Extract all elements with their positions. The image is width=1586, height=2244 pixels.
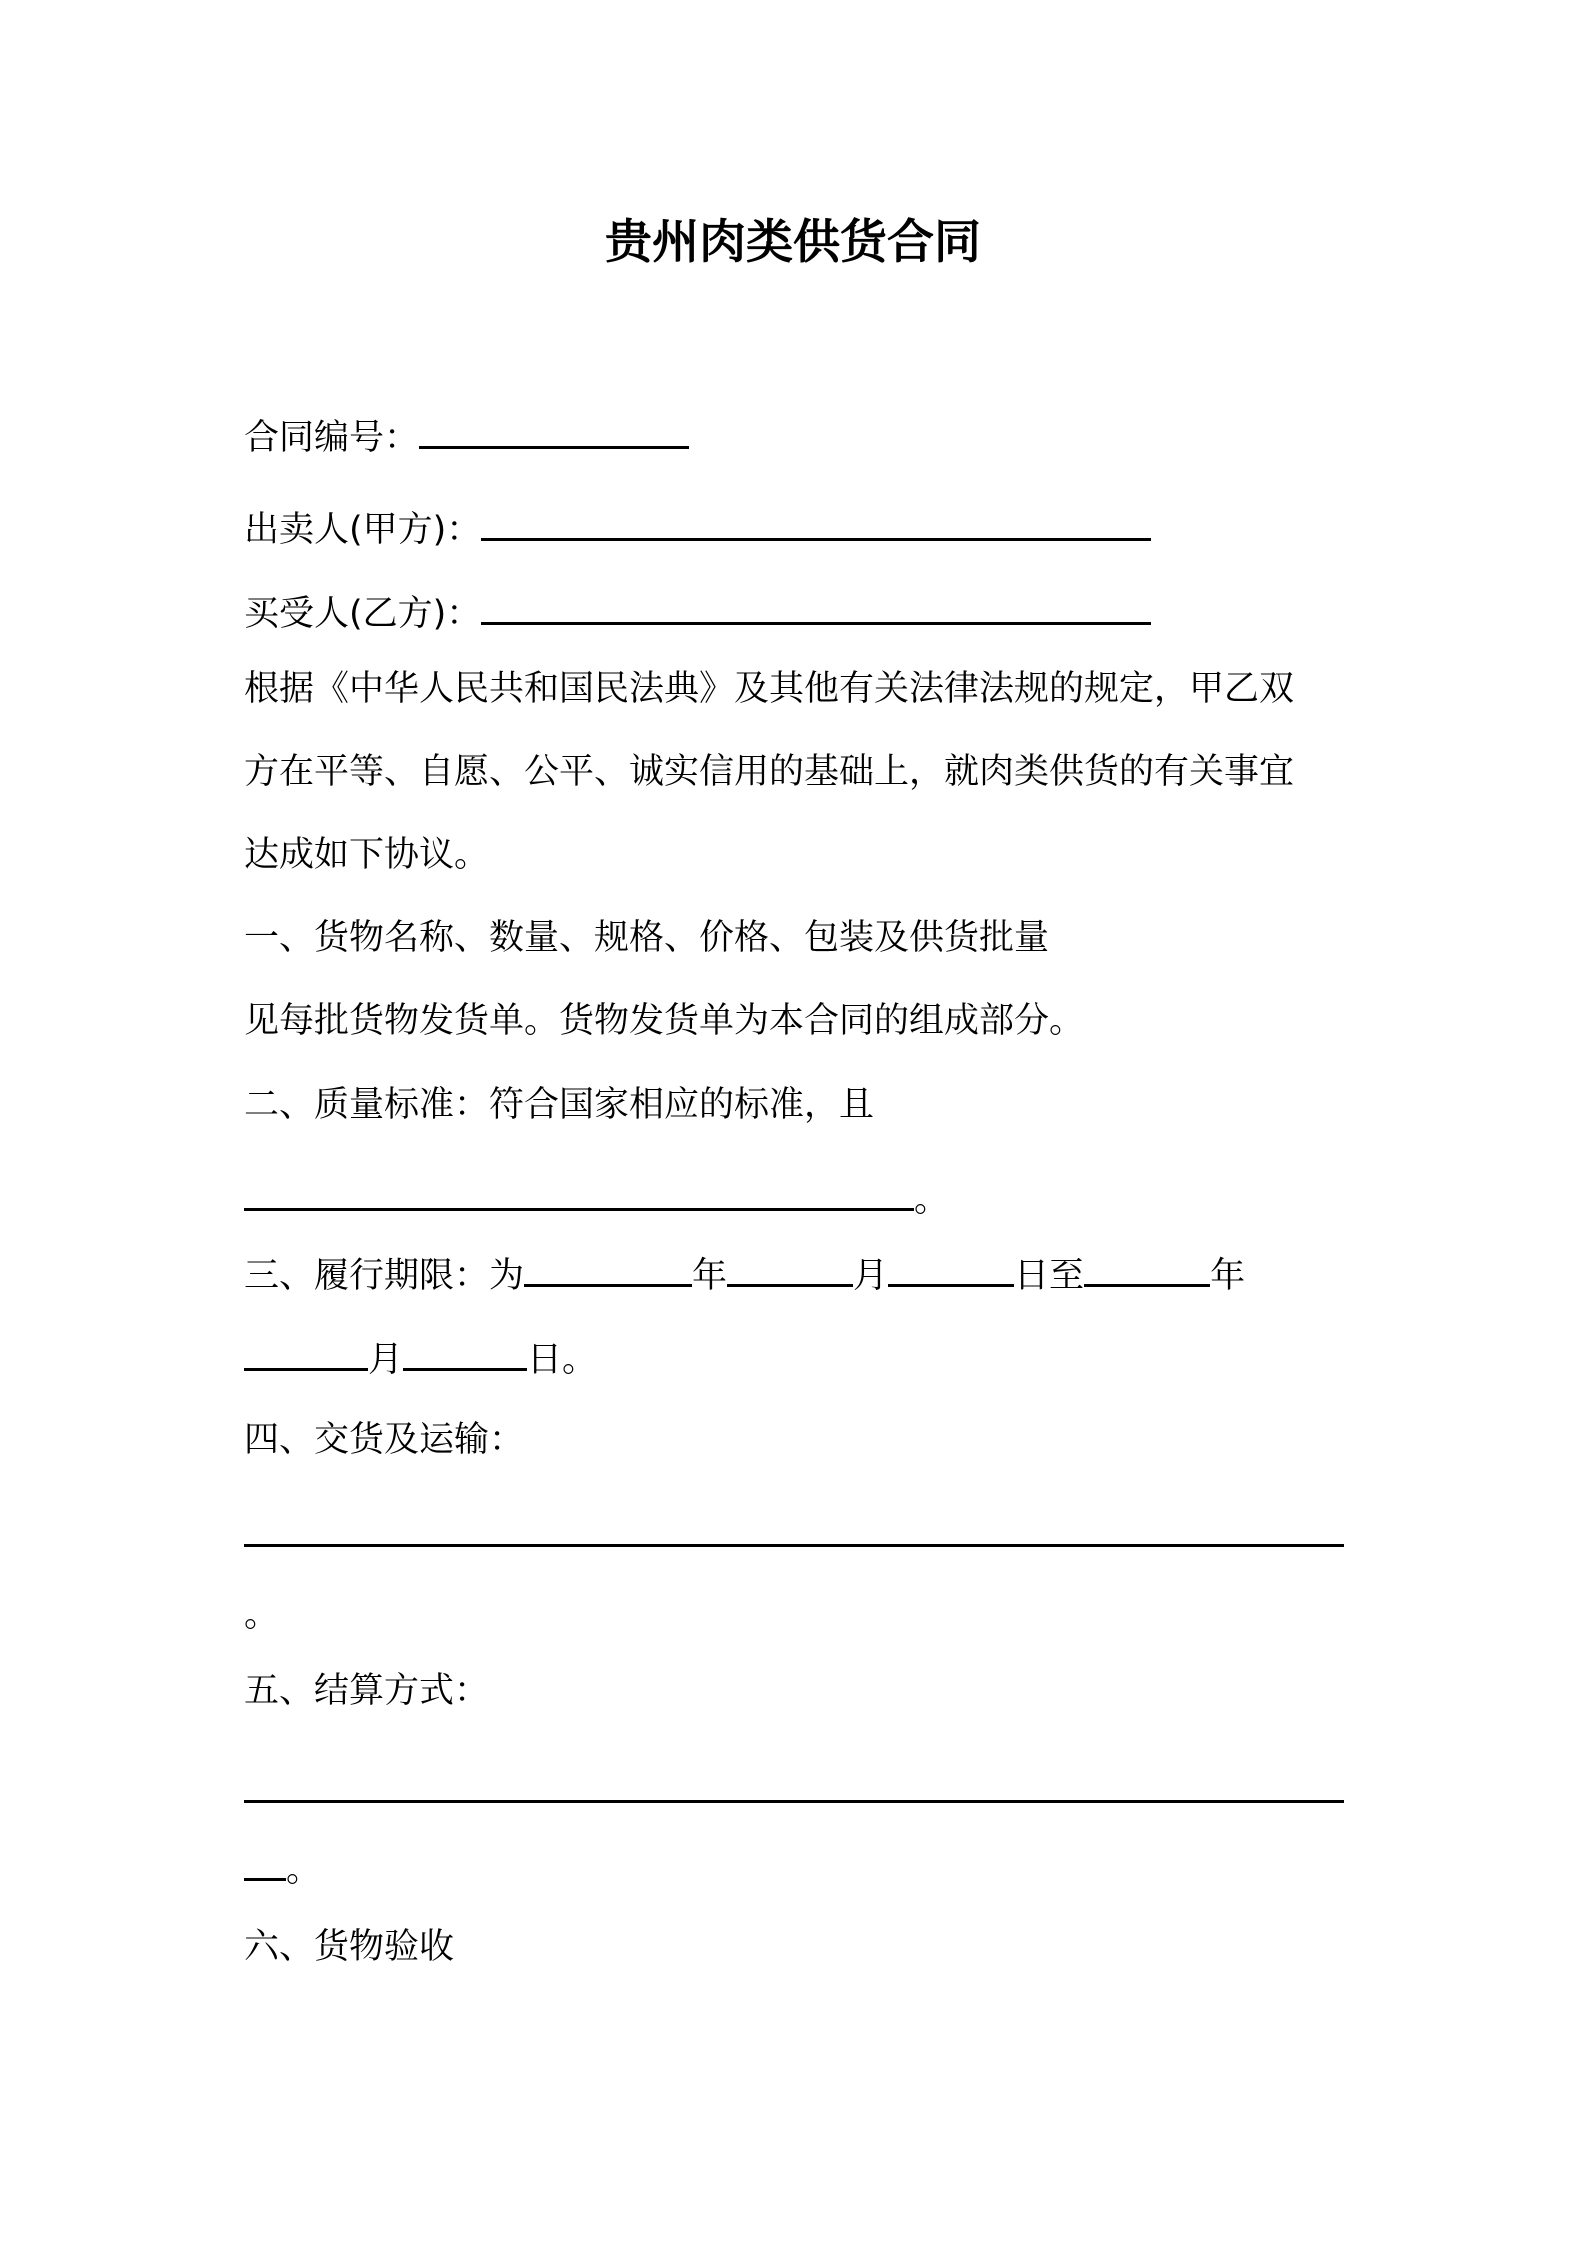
section-6-heading: 六、货物验收 <box>244 1927 455 1967</box>
month-unit-2: 月 <box>368 1340 404 1380</box>
page-title: 贵州肉类供货合同 <box>605 215 981 270</box>
contract-number-label: 合同编号： <box>244 418 420 458</box>
end-month-blank[interactable] <box>244 1334 368 1371</box>
quality-standard-blank[interactable] <box>244 1174 914 1211</box>
section-5-fill-line-2 <box>244 1844 321 1893</box>
section-3-line-2 <box>244 1334 597 1383</box>
intro-line-3: 达成如下协议。 <box>244 835 490 875</box>
intro-line-1: 根据《中华人民共和国民法典》及其他有关法律法规的规定，甲乙双 <box>244 669 1295 709</box>
seller-label: 出卖人(甲方)： <box>244 510 482 550</box>
contract-number-blank[interactable] <box>419 412 689 449</box>
delivery-transport-blank[interactable] <box>244 1510 1344 1547</box>
start-month-blank[interactable] <box>727 1250 853 1287</box>
end-day-blank[interactable] <box>403 1334 527 1371</box>
year-unit: 年 <box>692 1256 728 1296</box>
settlement-method-blank[interactable] <box>244 1766 1344 1803</box>
period-mark: 。 <box>914 1180 950 1220</box>
section-5-heading: 五、结算方式： <box>244 1671 490 1711</box>
section-1-heading: 一、货物名称、数量、规格、价格、包装及供货批量 <box>244 918 1050 958</box>
section-3-prefix: 三、履行期限：为 <box>244 1256 525 1296</box>
section-3-line-1 <box>244 1250 1245 1299</box>
section-1-text: 见每批货物发货单。货物发货单为本合同的组成部分。 <box>244 1001 1085 1041</box>
section-4-period: 。 <box>244 1595 280 1635</box>
day-to: 日至 <box>1014 1256 1085 1296</box>
seller-line <box>244 504 1151 553</box>
settlement-method-blank-2[interactable] <box>244 1844 286 1881</box>
intro-line-2: 方在平等、自愿、公平、诚实信用的基础上，就肉类供货的有关事宜 <box>244 752 1295 792</box>
day-unit: 日。 <box>527 1340 598 1380</box>
month-unit: 月 <box>853 1256 889 1296</box>
start-year-blank[interactable] <box>524 1250 692 1287</box>
year-unit-2: 年 <box>1210 1256 1246 1296</box>
section-2-heading: 二、质量标准：符合国家相应的标准，且 <box>244 1085 875 1125</box>
contract-number-line <box>244 412 689 461</box>
section-2-fill-line <box>244 1174 949 1223</box>
buyer-label: 买受人(乙方)： <box>244 594 482 634</box>
seller-blank[interactable] <box>481 504 1151 541</box>
section-5-fill-line <box>244 1766 1344 1815</box>
section-4-heading: 四、交货及运输： <box>244 1420 525 1460</box>
end-year-blank[interactable] <box>1084 1250 1210 1287</box>
period-mark-2: 。 <box>286 1850 322 1890</box>
start-day-blank[interactable] <box>888 1250 1014 1287</box>
buyer-line <box>244 588 1151 637</box>
section-4-fill-line <box>244 1510 1344 1559</box>
buyer-blank[interactable] <box>481 588 1151 625</box>
